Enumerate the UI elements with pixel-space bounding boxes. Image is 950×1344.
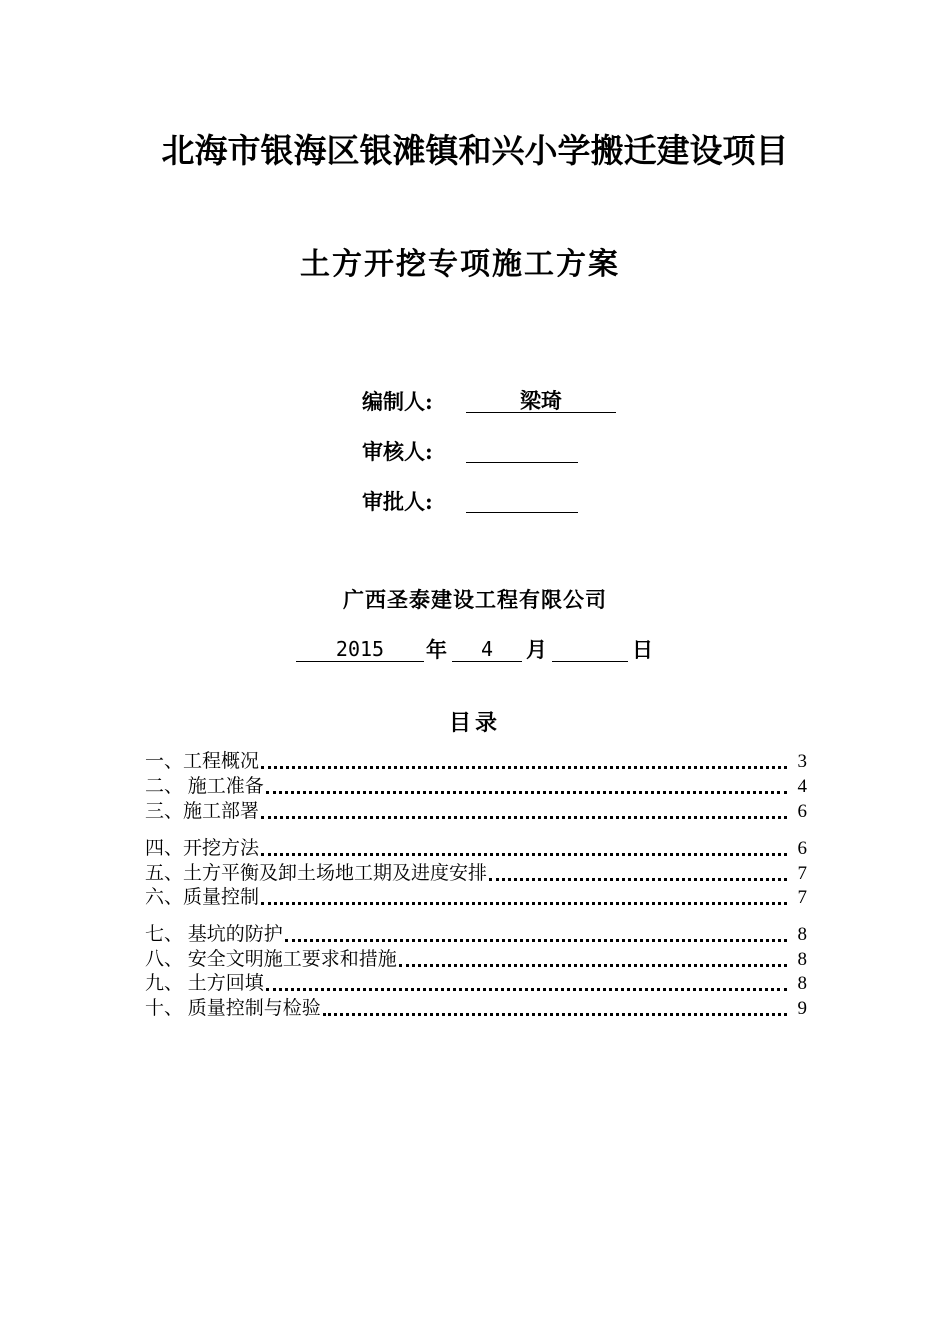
toc-item-page: 4: [797, 776, 807, 797]
toc-item-10[interactable]: [145, 997, 807, 1021]
toc-item-2[interactable]: [145, 775, 807, 799]
toc-item-9[interactable]: [145, 972, 807, 996]
toc-item-3[interactable]: [145, 800, 807, 824]
toc-leader-dots: [261, 902, 787, 905]
toc-item-label: 六、质量控制: [145, 887, 260, 908]
approver-name: [466, 486, 578, 513]
toc-item-6[interactable]: [145, 886, 807, 910]
toc-item-label: 一、工程概况: [145, 751, 260, 772]
toc-item-page: 8: [797, 973, 807, 994]
reviewer-row: [362, 436, 622, 468]
date-year-unit: 年: [426, 637, 447, 662]
toc-item-4[interactable]: [145, 837, 807, 861]
reviewer-name: [466, 436, 578, 463]
toc-item-page: 6: [797, 801, 807, 822]
compiler-label: 编制人:: [362, 389, 433, 414]
approver-label: 审批人:: [362, 489, 433, 514]
project-title: 北海市银海区银滩镇和兴小学搬迁建设项目: [161, 131, 789, 170]
date-day-unit: 日: [632, 637, 653, 662]
company-name: 广西圣泰建设工程有限公司: [343, 587, 607, 612]
toc-item-label: 四、开挖方法: [145, 838, 260, 859]
approver-row: [362, 486, 622, 518]
toc-leader-dots: [399, 964, 787, 967]
compiler-name: 梁琦: [466, 386, 616, 413]
date-month-unit: 月: [526, 637, 547, 662]
toc-item-page: 7: [797, 863, 807, 884]
toc-item-label: 三、施工部署: [145, 801, 260, 822]
toc-item-page: 7: [797, 887, 807, 908]
toc-leader-dots: [489, 878, 787, 881]
date-row: [296, 634, 696, 666]
toc-item-label: 五、土方平衡及卸土场地工期及进度安排: [145, 863, 488, 884]
toc-item-page: 8: [797, 924, 807, 945]
toc-item-page: 6: [797, 838, 807, 859]
toc-item-label: 九、 土方回填: [145, 973, 264, 994]
toc-item-8[interactable]: [145, 948, 807, 972]
toc-leader-dots: [261, 853, 787, 856]
toc-title: 目录: [448, 710, 501, 736]
toc-item-label: 七、 基坑的防护: [145, 924, 283, 945]
toc-item-7[interactable]: [145, 923, 807, 947]
toc-item-label: 八、 安全文明施工要求和措施: [145, 949, 397, 970]
toc-item-1[interactable]: [145, 750, 807, 774]
toc-leader-dots: [266, 791, 787, 794]
toc-leader-dots: [323, 1013, 787, 1016]
plan-title: 土方开挖专项施工方案: [300, 247, 620, 282]
reviewer-label: 审核人:: [362, 439, 433, 464]
date-day: [552, 634, 628, 662]
toc-leader-dots: [261, 766, 787, 769]
toc-item-label: 二、 施工准备: [145, 776, 264, 797]
toc-leader-dots: [285, 939, 787, 942]
toc-item-page: 9: [797, 998, 807, 1019]
toc-item-5[interactable]: [145, 862, 807, 886]
toc-item-page: 3: [797, 751, 807, 772]
toc-item-page: 8: [797, 949, 807, 970]
date-month: 4: [452, 634, 522, 662]
toc-leader-dots: [266, 988, 787, 991]
compiler-row: [362, 386, 622, 418]
date-year: 2015: [296, 634, 424, 662]
toc-leader-dots: [261, 816, 787, 819]
toc-item-label: 十、 质量控制与检验: [145, 998, 321, 1019]
